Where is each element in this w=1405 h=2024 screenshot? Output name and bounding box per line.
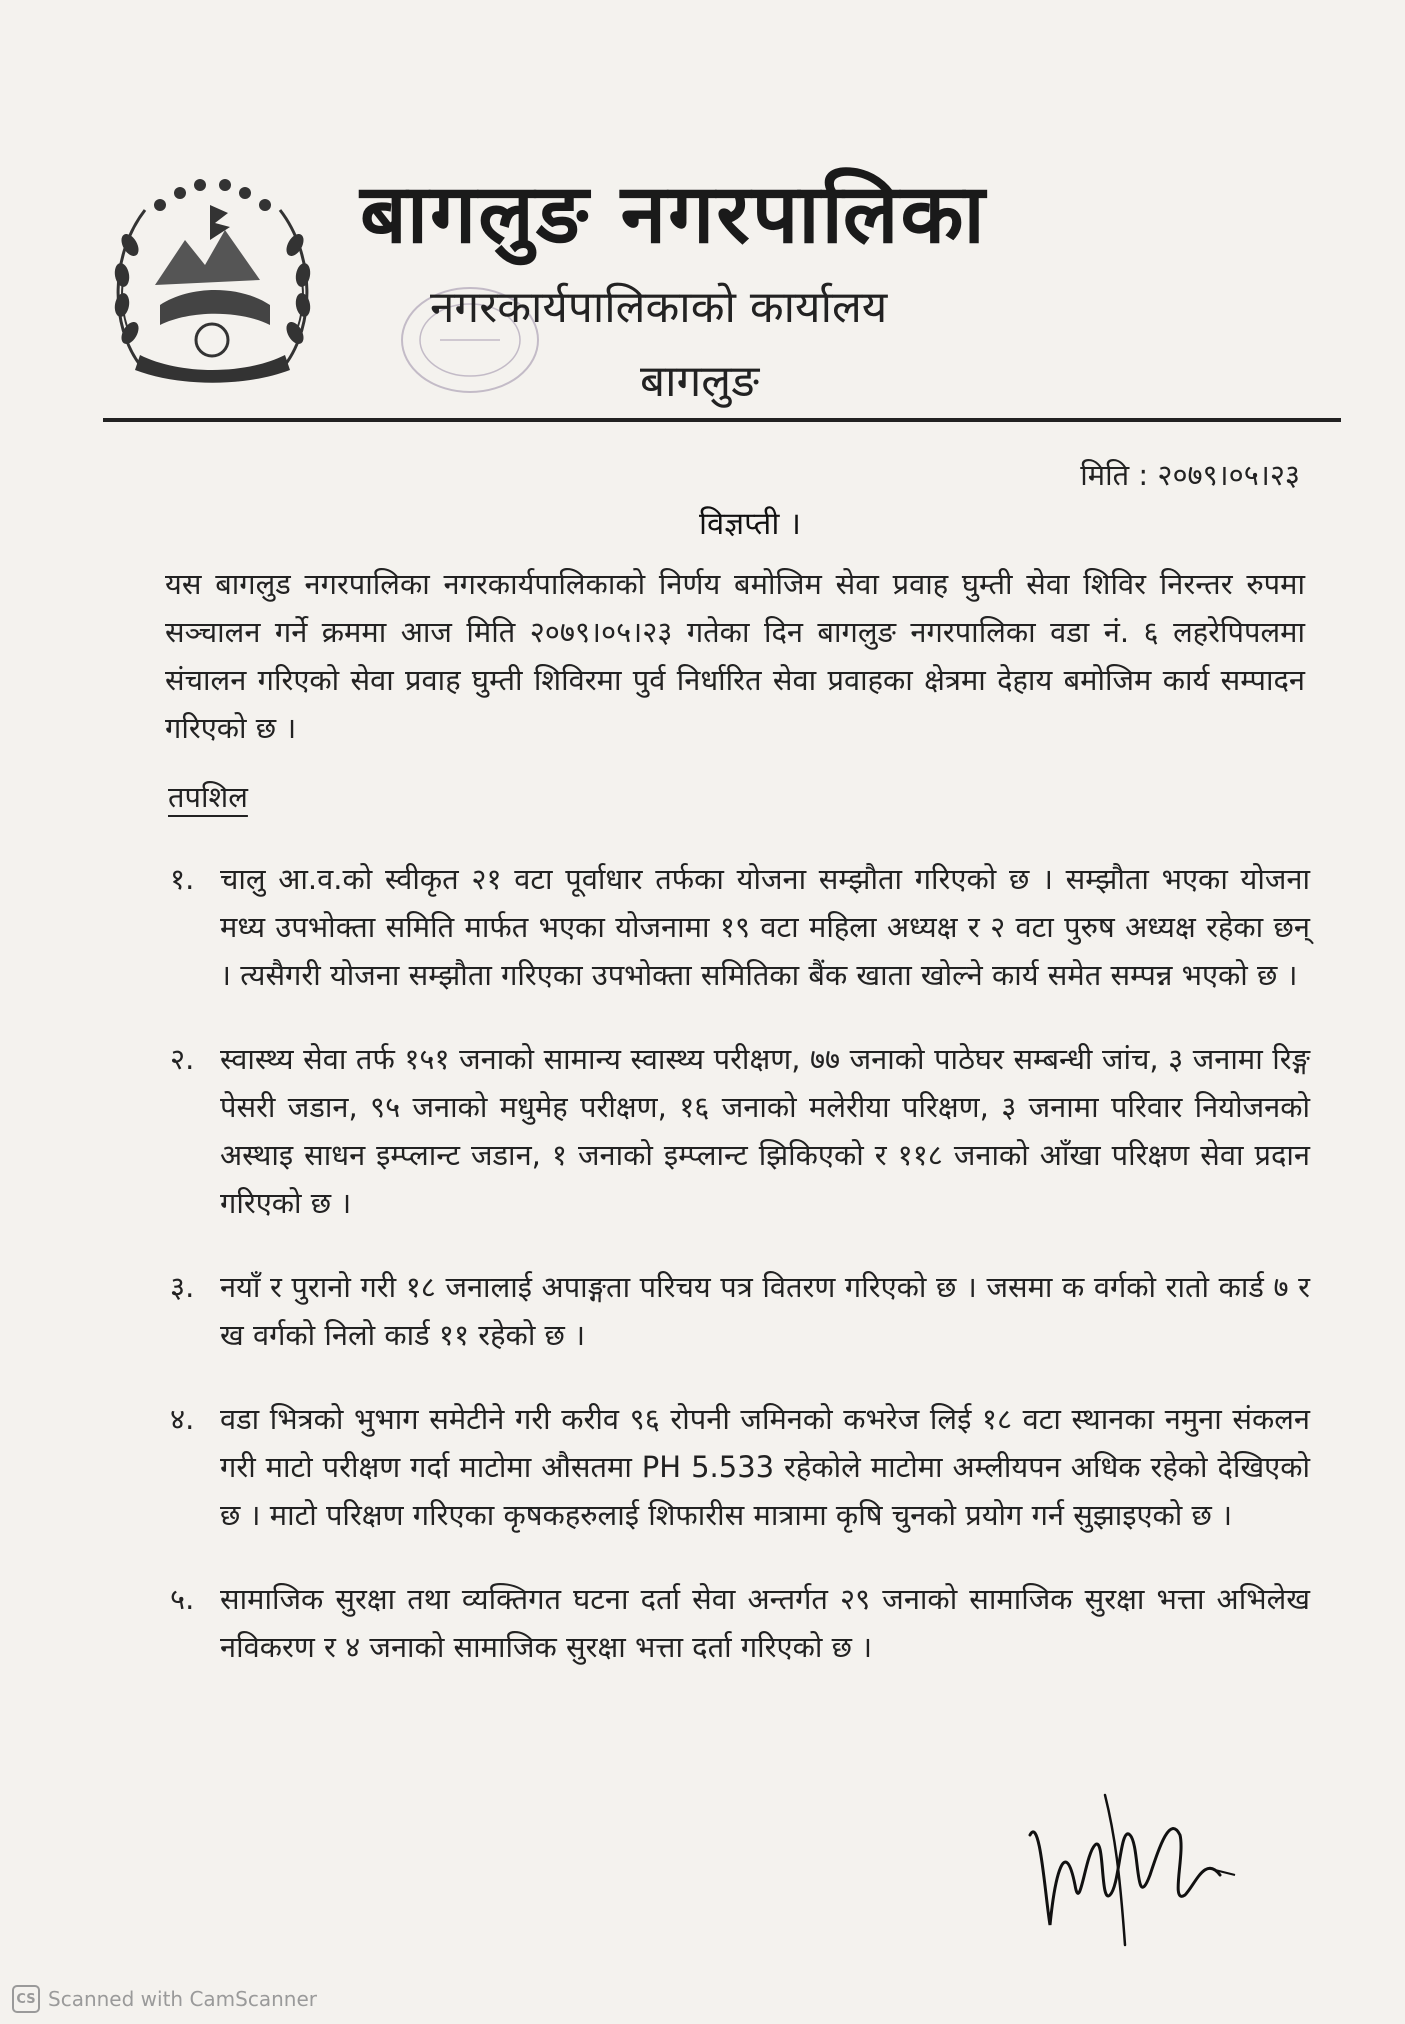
list-item-number: ५.: [170, 1582, 195, 1616]
camscanner-text: Scanned with CamScanner: [48, 1987, 317, 2011]
list-item-text: सामाजिक सुरक्षा तथा व्यक्तिगत घटना दर्ता सेवा अन्तर्गत २९ जनाको सामाजिक सुरक्षा भत्ता अभिलेख नविकरण र ४ जनाको सामाजिक सुरक्षा भत्ता दर्ता गरिएको छ ।: [220, 1582, 1310, 1664]
list-item-number: २.: [170, 1042, 195, 1076]
office-location: बागलुङ: [640, 356, 760, 407]
organization-name: बागलुङ नगरपालिका: [360, 167, 987, 262]
signature: [1020, 1775, 1250, 1950]
notice-date: मिति : २०७९।०५।२३: [1080, 458, 1300, 492]
header-divider: [103, 418, 1341, 422]
camscanner-icon: CS: [12, 1985, 40, 2013]
list-item: [170, 1575, 1310, 1671]
camscanner-watermark: [12, 1982, 317, 2016]
notice-title: विज्ञप्ती ।: [699, 506, 801, 542]
list-item-text: स्वास्थ्य सेवा तर्फ १५१ जनाको सामान्य स्वास्थ्य परीक्षण, ७७ जनाको पाठेघर सम्बन्धी जांच, ३ जनामा रिङ्ग पेसरी जडान, ९५ जनाको मधुमेह परीक्षण, १६ जनाको मलेरीया परिक्षण, ३ जनामा परिवार नियोजनको अस्थाइ साधन इम्प्लान्ट जडान, १ जनाको इम्प्लान्ट झिकिएको र ११८ जनाको आँखा परिक्षण सेवा प्रदान गरिएको छ ।: [220, 1042, 1310, 1220]
list-item-number: ४.: [170, 1402, 195, 1436]
list-item-text: चालु आ.व.को स्वीकृत २१ वटा पूर्वाधार तर्फका योजना सम्झौता गरिएको छ । सम्झौता भएका योजना मध्य उपभोक्ता समिति मार्फत भएका योजनामा १९ वटा महिला अध्यक्ष र २ वटा पुरुष अध्यक्ष रहेका छन् । त्यसैगरी योजना सम्झौता गरिएका उपभोक्ता समितिका बैंक खाता खोल्ने कार्य समेत सम्पन्न भएको छ ।: [220, 862, 1310, 992]
details-list: [170, 855, 1310, 1707]
list-item-number: १.: [170, 862, 195, 896]
list-item-number: ३.: [170, 1270, 195, 1304]
list-item: [170, 1395, 1310, 1539]
list-item: [170, 855, 1310, 999]
details-heading: तपशिल: [168, 780, 248, 814]
notice-intro-paragraph: यस बागलुड नगरपालिका नगरकार्यपालिकाको निर्णय बमोजिम सेवा प्रवाह घुम्ती सेवा शिविर निरन्तर रुपमा सञ्चालन गर्ने क्रममा आज मिति २०७९।०५।२३ गतेका दिन बागलुङ नगरपालिका वडा नं. ६ लहरेपिपलमा संचालन गरिएको सेवा प्रवाह घुम्ती शिविरमा पुर्व निर्धारित सेवा प्रवाहका क्षेत्रमा देहाय बमोजिम कार्य सम्पादन गरिएको छ ।: [165, 567, 1305, 745]
nepal-emblem-icon: [100, 165, 325, 390]
list-item-text: नयाँ र पुरानो गरी १८ जनालाई अपाङ्गता परिचय पत्र वितरण गरिएको छ । जसमा क वर्गको रातो कार्ड ७ र ख वर्गको निलो कार्ड ११ रहेको छ ।: [220, 1270, 1310, 1352]
list-item: [170, 1263, 1310, 1359]
list-item-text: वडा भित्रको भुभाग समेटीने गरी करीव ९६ रोपनी जमिनको कभरेज लिई १८ वटा स्थानका नमुना संकलन गरी माटो परीक्षण गर्दा माटोमा औसतमा PH 5.533 रहेकोले माटोमा अम्लीयपन अधिक रहेको देखिएको छ । माटो परिक्षण गरिएका कृषकहरुलाई शिफारीस मात्रामा कृषि चुनको प्रयोग गर्न सुझाइएको छ ।: [220, 1402, 1310, 1532]
office-name: नगरकार्यपालिकाको कार्यालय: [430, 282, 888, 333]
list-item: [170, 1035, 1310, 1227]
